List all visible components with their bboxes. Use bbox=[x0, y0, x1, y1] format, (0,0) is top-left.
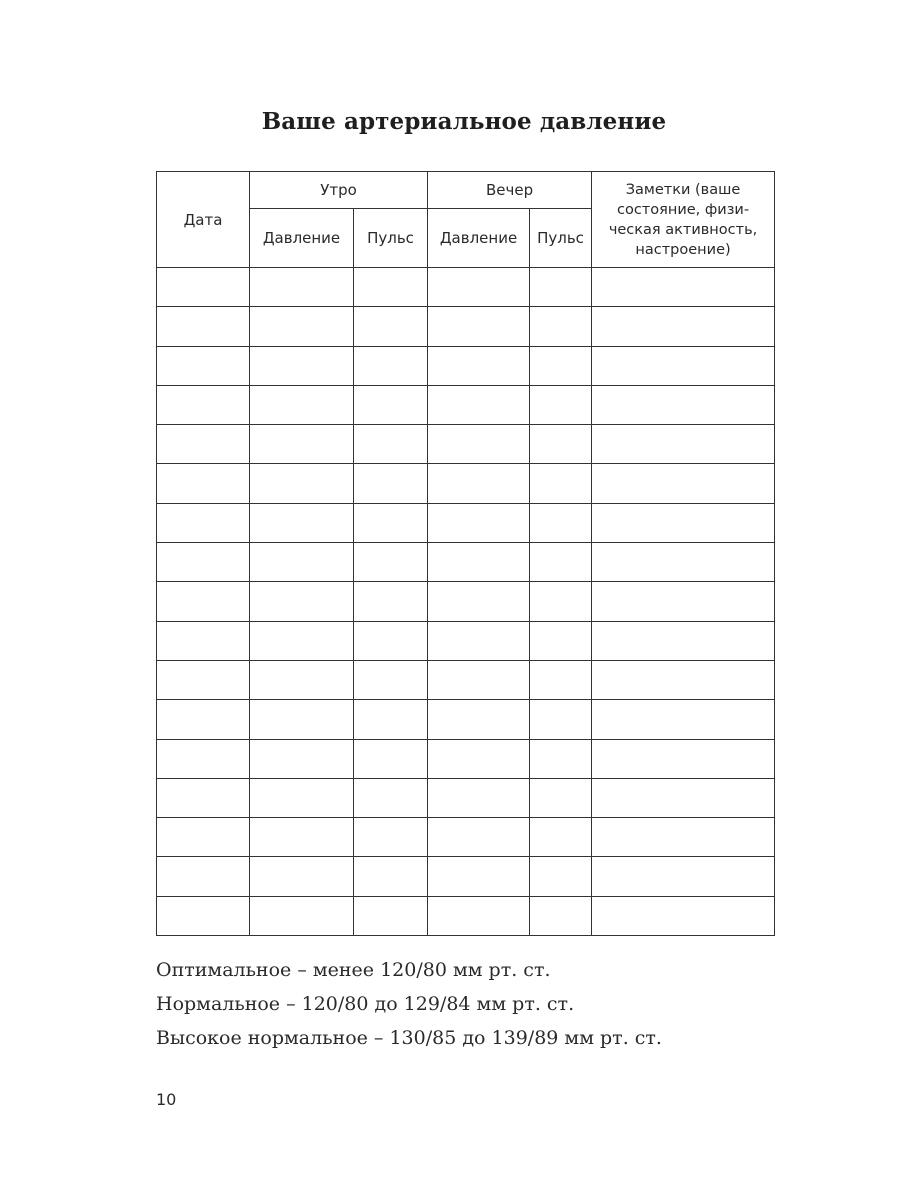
table-row bbox=[157, 385, 775, 424]
table-cell bbox=[592, 385, 775, 424]
table-cell bbox=[250, 778, 354, 817]
table-cell bbox=[428, 425, 530, 464]
table-row bbox=[157, 425, 775, 464]
table-cell bbox=[157, 857, 250, 896]
table-cell bbox=[250, 700, 354, 739]
table-cell bbox=[428, 307, 530, 346]
table-cell bbox=[354, 385, 428, 424]
table-cell bbox=[250, 385, 354, 424]
table-cell bbox=[592, 621, 775, 660]
table-cell bbox=[428, 896, 530, 935]
table-body bbox=[157, 268, 775, 936]
header-notes-line: настроение) bbox=[635, 241, 731, 258]
table-cell bbox=[592, 739, 775, 778]
table-row bbox=[157, 268, 775, 307]
table-cell bbox=[250, 425, 354, 464]
header-date: Дата bbox=[157, 172, 250, 268]
table-cell bbox=[250, 660, 354, 699]
table-cell bbox=[250, 503, 354, 542]
header-notes-line: ческая активность, bbox=[608, 221, 758, 238]
table-cell bbox=[530, 818, 592, 857]
table-cell bbox=[428, 346, 530, 385]
table-cell bbox=[354, 346, 428, 385]
table-row bbox=[157, 582, 775, 621]
table-cell bbox=[530, 346, 592, 385]
table-row bbox=[157, 621, 775, 660]
table-cell bbox=[592, 503, 775, 542]
table-cell bbox=[250, 582, 354, 621]
table-row bbox=[157, 503, 775, 542]
table-cell bbox=[157, 268, 250, 307]
table-row bbox=[157, 818, 775, 857]
table-cell bbox=[250, 346, 354, 385]
table-cell bbox=[157, 307, 250, 346]
table-cell bbox=[592, 700, 775, 739]
table-cell bbox=[354, 896, 428, 935]
table-row bbox=[157, 896, 775, 935]
table-cell bbox=[592, 307, 775, 346]
table-cell bbox=[530, 268, 592, 307]
table-cell bbox=[354, 778, 428, 817]
table-cell bbox=[592, 425, 775, 464]
table-cell bbox=[530, 425, 592, 464]
table-cell bbox=[250, 896, 354, 935]
table-cell bbox=[428, 385, 530, 424]
table-cell bbox=[250, 739, 354, 778]
table-cell bbox=[530, 543, 592, 582]
table-cell bbox=[592, 582, 775, 621]
table-cell bbox=[592, 543, 775, 582]
pressure-legend bbox=[156, 953, 662, 1055]
table-cell bbox=[354, 621, 428, 660]
table-cell bbox=[592, 857, 775, 896]
table-cell bbox=[428, 660, 530, 699]
header-notes-line: Заметки (ваше bbox=[625, 181, 741, 198]
table-cell bbox=[354, 503, 428, 542]
table-cell bbox=[354, 425, 428, 464]
page-title: Ваше артериальное давление bbox=[261, 108, 667, 135]
table-row bbox=[157, 857, 775, 896]
table-cell bbox=[157, 503, 250, 542]
table-cell bbox=[530, 739, 592, 778]
table-cell bbox=[592, 660, 775, 699]
table-cell bbox=[530, 503, 592, 542]
table-cell bbox=[250, 464, 354, 503]
table-cell bbox=[354, 543, 428, 582]
table-cell bbox=[592, 346, 775, 385]
table-cell bbox=[428, 503, 530, 542]
table-cell bbox=[157, 818, 250, 857]
header-evening: Вечер bbox=[428, 172, 592, 209]
table-row bbox=[157, 543, 775, 582]
table-cell bbox=[157, 621, 250, 660]
table-cell bbox=[428, 778, 530, 817]
table-cell bbox=[157, 425, 250, 464]
legend-optimal: Оптимальное – менее 120/80 мм рт. ст. bbox=[156, 959, 551, 981]
header-evening-pulse: Пульс bbox=[530, 209, 592, 268]
table-row bbox=[157, 307, 775, 346]
table-row bbox=[157, 660, 775, 699]
table-cell bbox=[157, 700, 250, 739]
table-cell bbox=[250, 621, 354, 660]
table-cell bbox=[157, 896, 250, 935]
table-cell bbox=[250, 268, 354, 307]
table-cell bbox=[428, 739, 530, 778]
table-row bbox=[157, 700, 775, 739]
table-row bbox=[157, 346, 775, 385]
table-cell bbox=[530, 464, 592, 503]
table-cell bbox=[354, 464, 428, 503]
table-cell bbox=[354, 268, 428, 307]
table-cell bbox=[354, 307, 428, 346]
table-cell bbox=[354, 582, 428, 621]
table-cell bbox=[157, 543, 250, 582]
table-cell bbox=[157, 660, 250, 699]
table-cell bbox=[354, 818, 428, 857]
table-cell bbox=[428, 818, 530, 857]
table-cell bbox=[157, 346, 250, 385]
header-notes bbox=[592, 172, 775, 268]
legend-high-normal: Высокое нормальное – 130/85 до 139/89 мм рт. ст. bbox=[156, 1027, 662, 1049]
table-cell bbox=[592, 464, 775, 503]
table-cell bbox=[250, 307, 354, 346]
blood-pressure-log-table bbox=[156, 171, 775, 936]
table-row bbox=[157, 739, 775, 778]
header-evening-pressure: Давление bbox=[428, 209, 530, 268]
table-cell bbox=[250, 857, 354, 896]
table-cell bbox=[428, 268, 530, 307]
table-cell bbox=[530, 896, 592, 935]
table-cell bbox=[250, 818, 354, 857]
table-cell bbox=[354, 700, 428, 739]
header-morning-pulse: Пульс bbox=[354, 209, 428, 268]
header-morning: Утро bbox=[250, 172, 428, 209]
table-cell bbox=[592, 818, 775, 857]
table-cell bbox=[157, 778, 250, 817]
table-cell bbox=[530, 700, 592, 739]
table-cell bbox=[157, 464, 250, 503]
table-cell bbox=[592, 896, 775, 935]
table-cell bbox=[354, 660, 428, 699]
table-cell bbox=[592, 268, 775, 307]
table-cell bbox=[530, 660, 592, 699]
table-cell bbox=[428, 543, 530, 582]
table-cell bbox=[530, 385, 592, 424]
table-cell bbox=[157, 582, 250, 621]
table-cell bbox=[428, 582, 530, 621]
table-cell bbox=[428, 464, 530, 503]
table-cell bbox=[354, 739, 428, 778]
table-cell bbox=[157, 385, 250, 424]
table-cell bbox=[428, 857, 530, 896]
table-cell bbox=[428, 621, 530, 660]
table-cell bbox=[530, 582, 592, 621]
table-cell bbox=[354, 857, 428, 896]
table-row bbox=[157, 464, 775, 503]
page-number: 10 bbox=[156, 1090, 177, 1109]
table-row bbox=[157, 778, 775, 817]
header-morning-pressure: Давление bbox=[250, 209, 354, 268]
header-notes-line: состояние, физи- bbox=[616, 201, 750, 218]
table-cell bbox=[530, 778, 592, 817]
table-cell bbox=[530, 621, 592, 660]
table-cell bbox=[592, 778, 775, 817]
table-cell bbox=[157, 739, 250, 778]
table-cell bbox=[530, 307, 592, 346]
table-cell bbox=[250, 543, 354, 582]
table-cell bbox=[428, 700, 530, 739]
table-cell bbox=[530, 857, 592, 896]
legend-normal: Нормальное – 120/80 до 129/84 мм рт. ст. bbox=[156, 993, 575, 1015]
